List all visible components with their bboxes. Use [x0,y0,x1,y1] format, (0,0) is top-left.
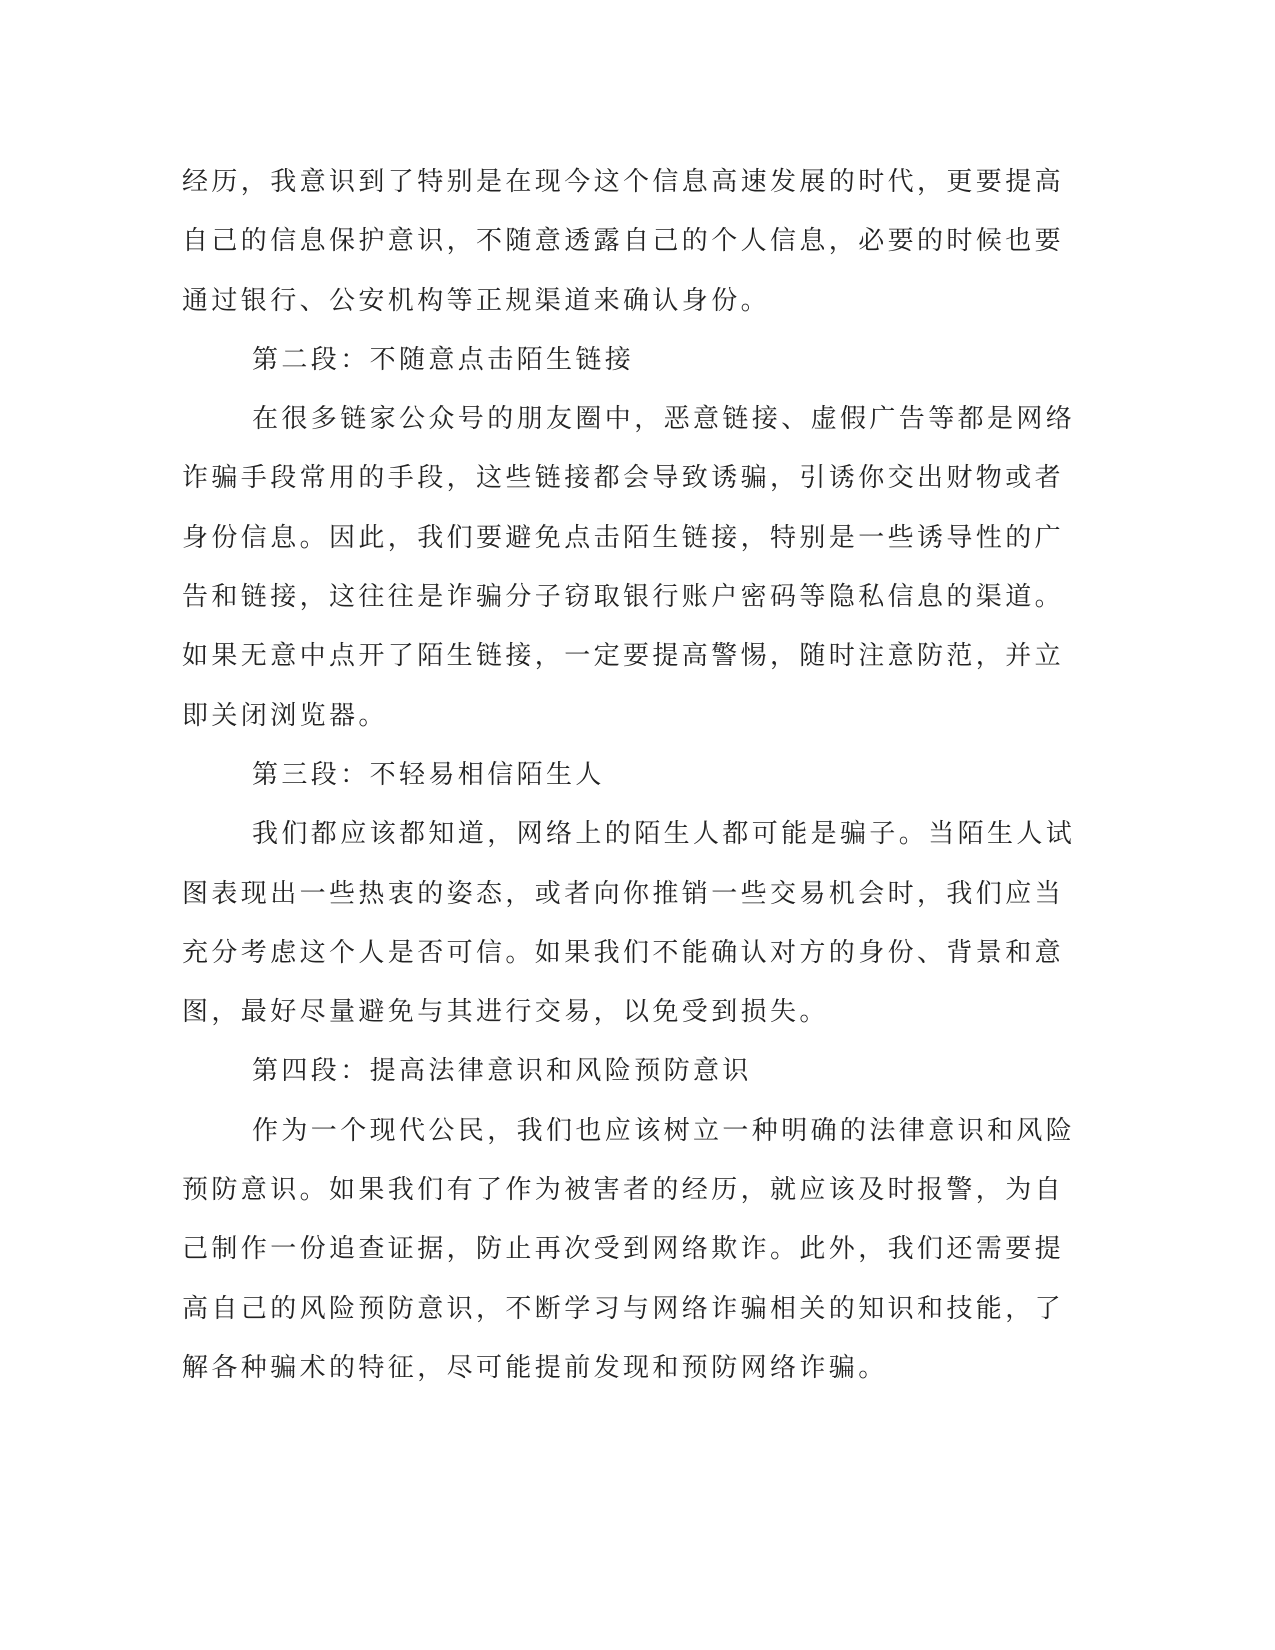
paragraph-first-line: 作为一个现代公民，我们也应该树立一种明确的法律意识和风险 [252,1115,1076,1146]
paragraph-first-line: 第三段：不轻易相信陌生人 [252,759,605,790]
paragraph-line: 图，最好尽量避免与其进行交易，以免受到损失。 [182,997,829,1028]
paragraph-line: 即关闭浏览器。 [182,700,388,731]
paragraph-line: 解各种骗术的特征，尽可能提前发现和预防网络诈骗。 [182,1352,888,1383]
paragraph-line: 己制作一份追查证据，防止再次受到网络欺诈。此外，我们还需要提 [182,1234,1065,1265]
paragraph-line: 高自己的风险预防意识，不断学习与网络诈骗相关的知识和技能，了 [182,1293,1065,1324]
paragraph-line: 如果无意中点开了陌生链接，一定要提高警惕，随时注意防范，并立 [182,641,1065,672]
paragraph-line: 身份信息。因此，我们要避免点击陌生链接，特别是一些诱导性的广 [182,522,1065,553]
paragraph-line: 告和链接，这往往是诈骗分子窃取银行账户密码等隐私信息的渠道。 [182,582,1065,613]
paragraph-line: 图表现出一些热衷的姿态，或者向你推销一些交易机会时，我们应当 [182,878,1065,909]
paragraph-first-line: 在很多链家公众号的朋友圈中，恶意链接、虚假广告等都是网络 [252,404,1076,435]
paragraph-first-line: 第四段：提高法律意识和风险预防意识 [252,1056,752,1087]
paragraph-line: 充分考虑这个人是否可信。如果我们不能确认对方的身份、背景和意 [182,937,1065,968]
document-body [182,153,1076,1398]
paragraph-line: 预防意识。如果我们有了作为被害者的经历，就应该及时报警，为自 [182,1175,1065,1206]
paragraph-line: 通过银行、公安机构等正规渠道来确认身份。 [182,285,771,316]
paragraph-first-line: 第二段：不随意点击陌生链接 [252,344,635,375]
paragraph-line: 自己的信息保护意识，不随意透露自己的个人信息，必要的时候也要 [182,226,1065,257]
paragraph-line: 经历，我意识到了特别是在现今这个信息高速发展的时代，更要提高 [182,167,1065,197]
paragraph-first-line: 我们都应该都知道，网络上的陌生人都可能是骗子。当陌生人试 [252,819,1076,850]
paragraph-line: 诈骗手段常用的手段，这些链接都会导致诱骗，引诱你交出财物或者 [182,463,1065,494]
